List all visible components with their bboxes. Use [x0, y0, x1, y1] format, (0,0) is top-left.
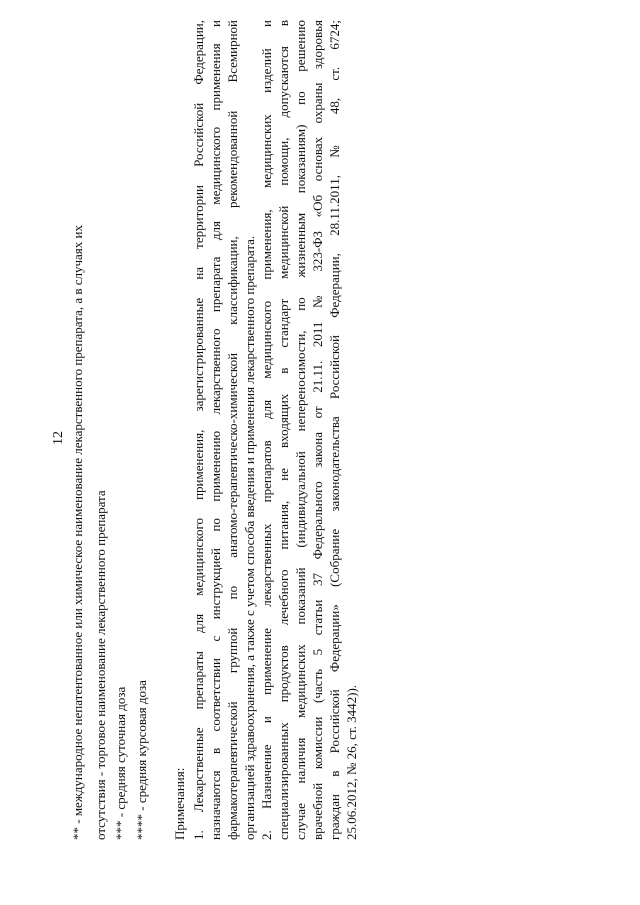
note-line: назначаются в соответствии с инструкцией по применению лекарственного препарата для медицинского применения и: [208, 20, 223, 840]
note-line: врачебной комиссии (часть 5 статьи 37 Федерального закона от 21.11. 2011 № 323-ФЗ «Об основах охраны здоровья: [310, 20, 325, 840]
page-number: 12: [51, 431, 66, 445]
note-line: организацией здравоохранения, а также с учетом способа введения и применения лекарственного препарата.: [242, 235, 257, 840]
footnote-line: ** - международное непатентованное или химическое наименование лекарственного препарата, а в случаях их: [70, 225, 85, 840]
notes-heading: Примечания:: [172, 767, 187, 840]
footnote-line: **** - средняя курсовая доза: [134, 680, 149, 840]
note-line: 1. Лекарственные препараты для медицинского применения, зарегистрированные на территории Российской Федерации,: [191, 20, 206, 840]
note-line: граждан в Российской Федерации» (Собрание законодательства Российской Федерации, 28.11.2011, № 48, ст. 6724;: [327, 20, 342, 840]
note-line: 25.06.2012, № 26, ст. 3442)).: [344, 684, 359, 840]
note-line: фармакотерапевтической группой по анатомо-терапевтическо-химической классификации, рекомендованной Всемирной: [225, 20, 240, 840]
note-line: специализированных продуктов лечебного питания, не входящих в стандарт медицинской помощи, допускаются в: [276, 20, 291, 840]
rotated-content: [50, 20, 360, 840]
footnote-line: отсутствия - торговое наименование лекарственного препарата: [93, 490, 108, 840]
note-line: случае наличия медицинских показаний (индивидуальной непереносимости, по жизненным показаниям) по решению: [293, 20, 308, 840]
note-line: 2. Назначение и применение лекарственных препаратов для медицинского применения, медицинских изделий и: [259, 20, 274, 840]
footnote-line: *** - средняя суточная доза: [113, 686, 128, 840]
